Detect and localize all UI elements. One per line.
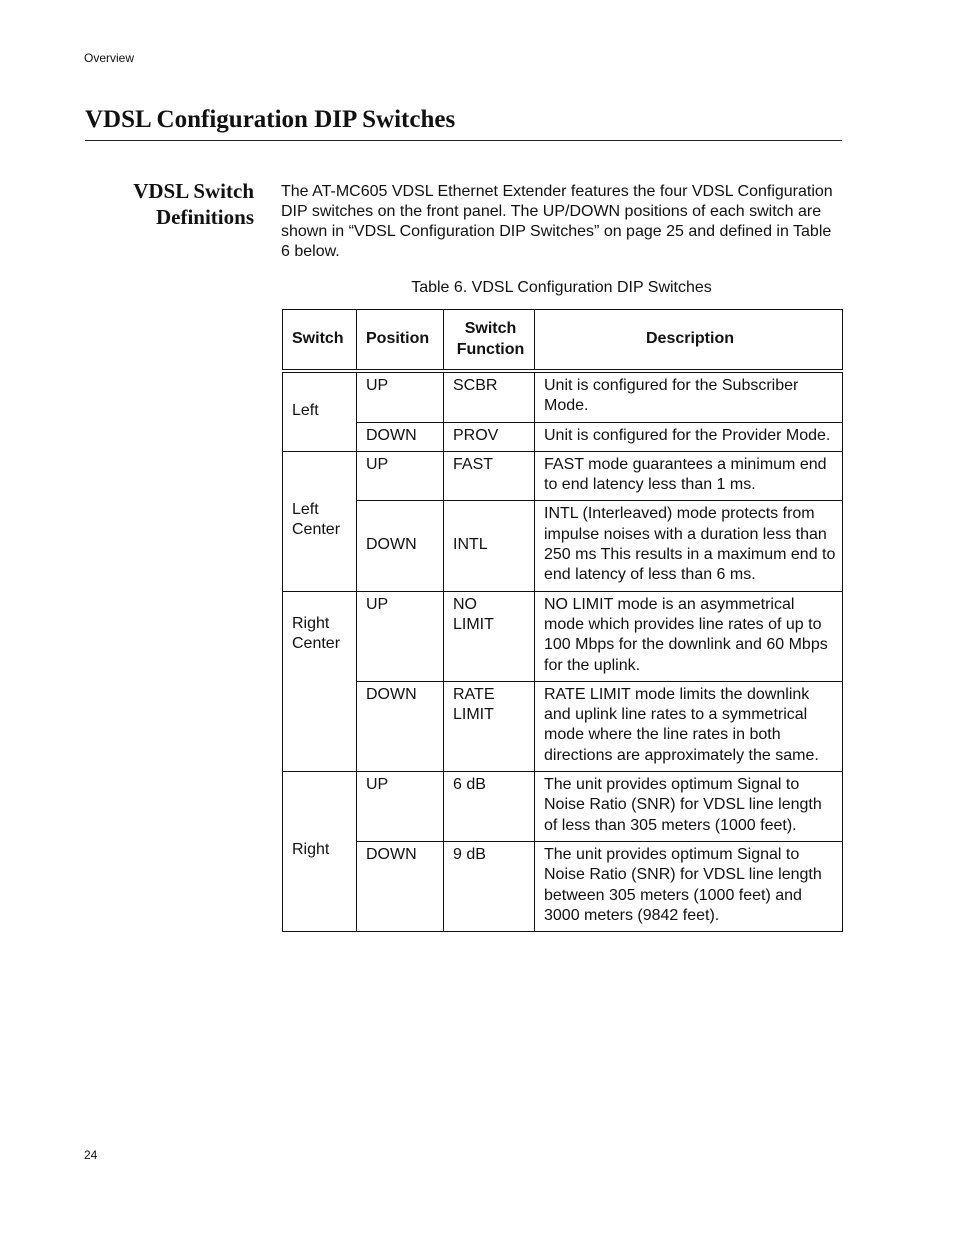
table-row: [283, 501, 843, 591]
table-row: [283, 371, 843, 422]
switch-label-line2: Center: [292, 634, 341, 652]
switch-label-line2: Center: [292, 521, 341, 539]
description-cell: RATE LIMIT mode limits the downlink and uplink line rates to a symmetrical mode where the line rates in both directions are approximately the same.: [535, 681, 843, 771]
position-cell: UP: [357, 591, 444, 681]
page-number: 24: [84, 1148, 98, 1162]
function-line2: LIMIT: [453, 706, 494, 724]
intro-paragraph: The AT-MC605 VDSL Ethernet Extender features the four VDSL Configuration DIP switches on the front panel. The UP/DOWN positions of each switch are shown in “VDSL Configuration DIP Switches” on page 25 and defined in Table 6 below.: [281, 183, 833, 260]
switch-cell: [283, 371, 357, 451]
description-cell: FAST mode guarantees a minimum end to end latency less than 1 ms.: [535, 451, 843, 501]
table-row: [283, 591, 843, 681]
title-divider: [85, 140, 842, 141]
function-line1: NO: [453, 595, 477, 613]
switch-label: Left: [292, 401, 319, 419]
running-header: Overview: [84, 51, 135, 65]
description-cell: NO LIMIT mode is an asymmetrical mode which provides line rates of up to 100 Mbps for the downlink and 60 Mbps for the uplink.: [535, 591, 843, 681]
switch-cell: [283, 772, 357, 932]
position-cell: UP: [357, 772, 444, 842]
position-cell: UP: [357, 451, 444, 501]
function-cell: 6 dB: [444, 772, 535, 842]
header-switch: Switch: [283, 310, 357, 372]
function-cell: FAST: [444, 451, 535, 501]
table-row: [283, 422, 843, 451]
function-cell: [444, 681, 535, 771]
description-cell: Unit is configured for the Provider Mode.: [535, 422, 843, 451]
position-cell: UP: [357, 371, 444, 422]
page-title: VDSL Configuration DIP Switches: [85, 106, 456, 133]
table-row: [283, 772, 843, 842]
position-cell: DOWN: [357, 681, 444, 771]
position-cell: DOWN: [357, 841, 444, 931]
function-cell: [444, 591, 535, 681]
position-cell: DOWN: [357, 501, 444, 591]
switch-cell: [283, 591, 357, 771]
header-description: Description: [535, 310, 843, 372]
header-switch-function: [444, 310, 535, 372]
header-function-line2: Function: [456, 340, 525, 358]
description-cell: Unit is configured for the Subscriber Mode.: [535, 371, 843, 422]
table-row: [283, 841, 843, 931]
dip-switch-table: [282, 309, 843, 932]
position-cell: DOWN: [357, 422, 444, 451]
function-cell: INTL: [444, 501, 535, 591]
description-cell: INTL (Interleaved) mode protects from impulse noises with a duration less than 250 ms This results in a maximum end to end latency of less than 6 ms.: [535, 501, 843, 591]
header-position: Position: [357, 310, 444, 372]
header-function-line1: Switch: [464, 320, 517, 338]
switch-cell: [283, 451, 357, 591]
section-heading: [100, 178, 254, 230]
description-cell: The unit provides optimum Signal to Noise Ratio (SNR) for VDSL line length of less than 305 meters (1000 feet).: [535, 772, 843, 842]
switch-label: Right: [292, 841, 330, 859]
switch-label-line1: Right: [292, 614, 330, 632]
table-row: [283, 451, 843, 501]
function-cell: SCBR: [444, 371, 535, 422]
function-line2: LIMIT: [453, 615, 494, 633]
section-heading-line1: VDSL Switch: [133, 179, 254, 203]
function-cell: PROV: [444, 422, 535, 451]
table-header-row: [283, 310, 843, 372]
switch-label-line1: Left: [292, 500, 319, 518]
function-line1: RATE: [453, 685, 495, 703]
section-heading-line2: Definitions: [155, 205, 254, 229]
table-caption: Table 6. VDSL Configuration DIP Switches: [411, 279, 712, 296]
description-cell: The unit provides optimum Signal to Noise Ratio (SNR) for VDSL line length between 305 meters (1000 feet) and 3000 meters (9842 feet).: [535, 841, 843, 931]
table-row: [283, 681, 843, 771]
function-cell: 9 dB: [444, 841, 535, 931]
